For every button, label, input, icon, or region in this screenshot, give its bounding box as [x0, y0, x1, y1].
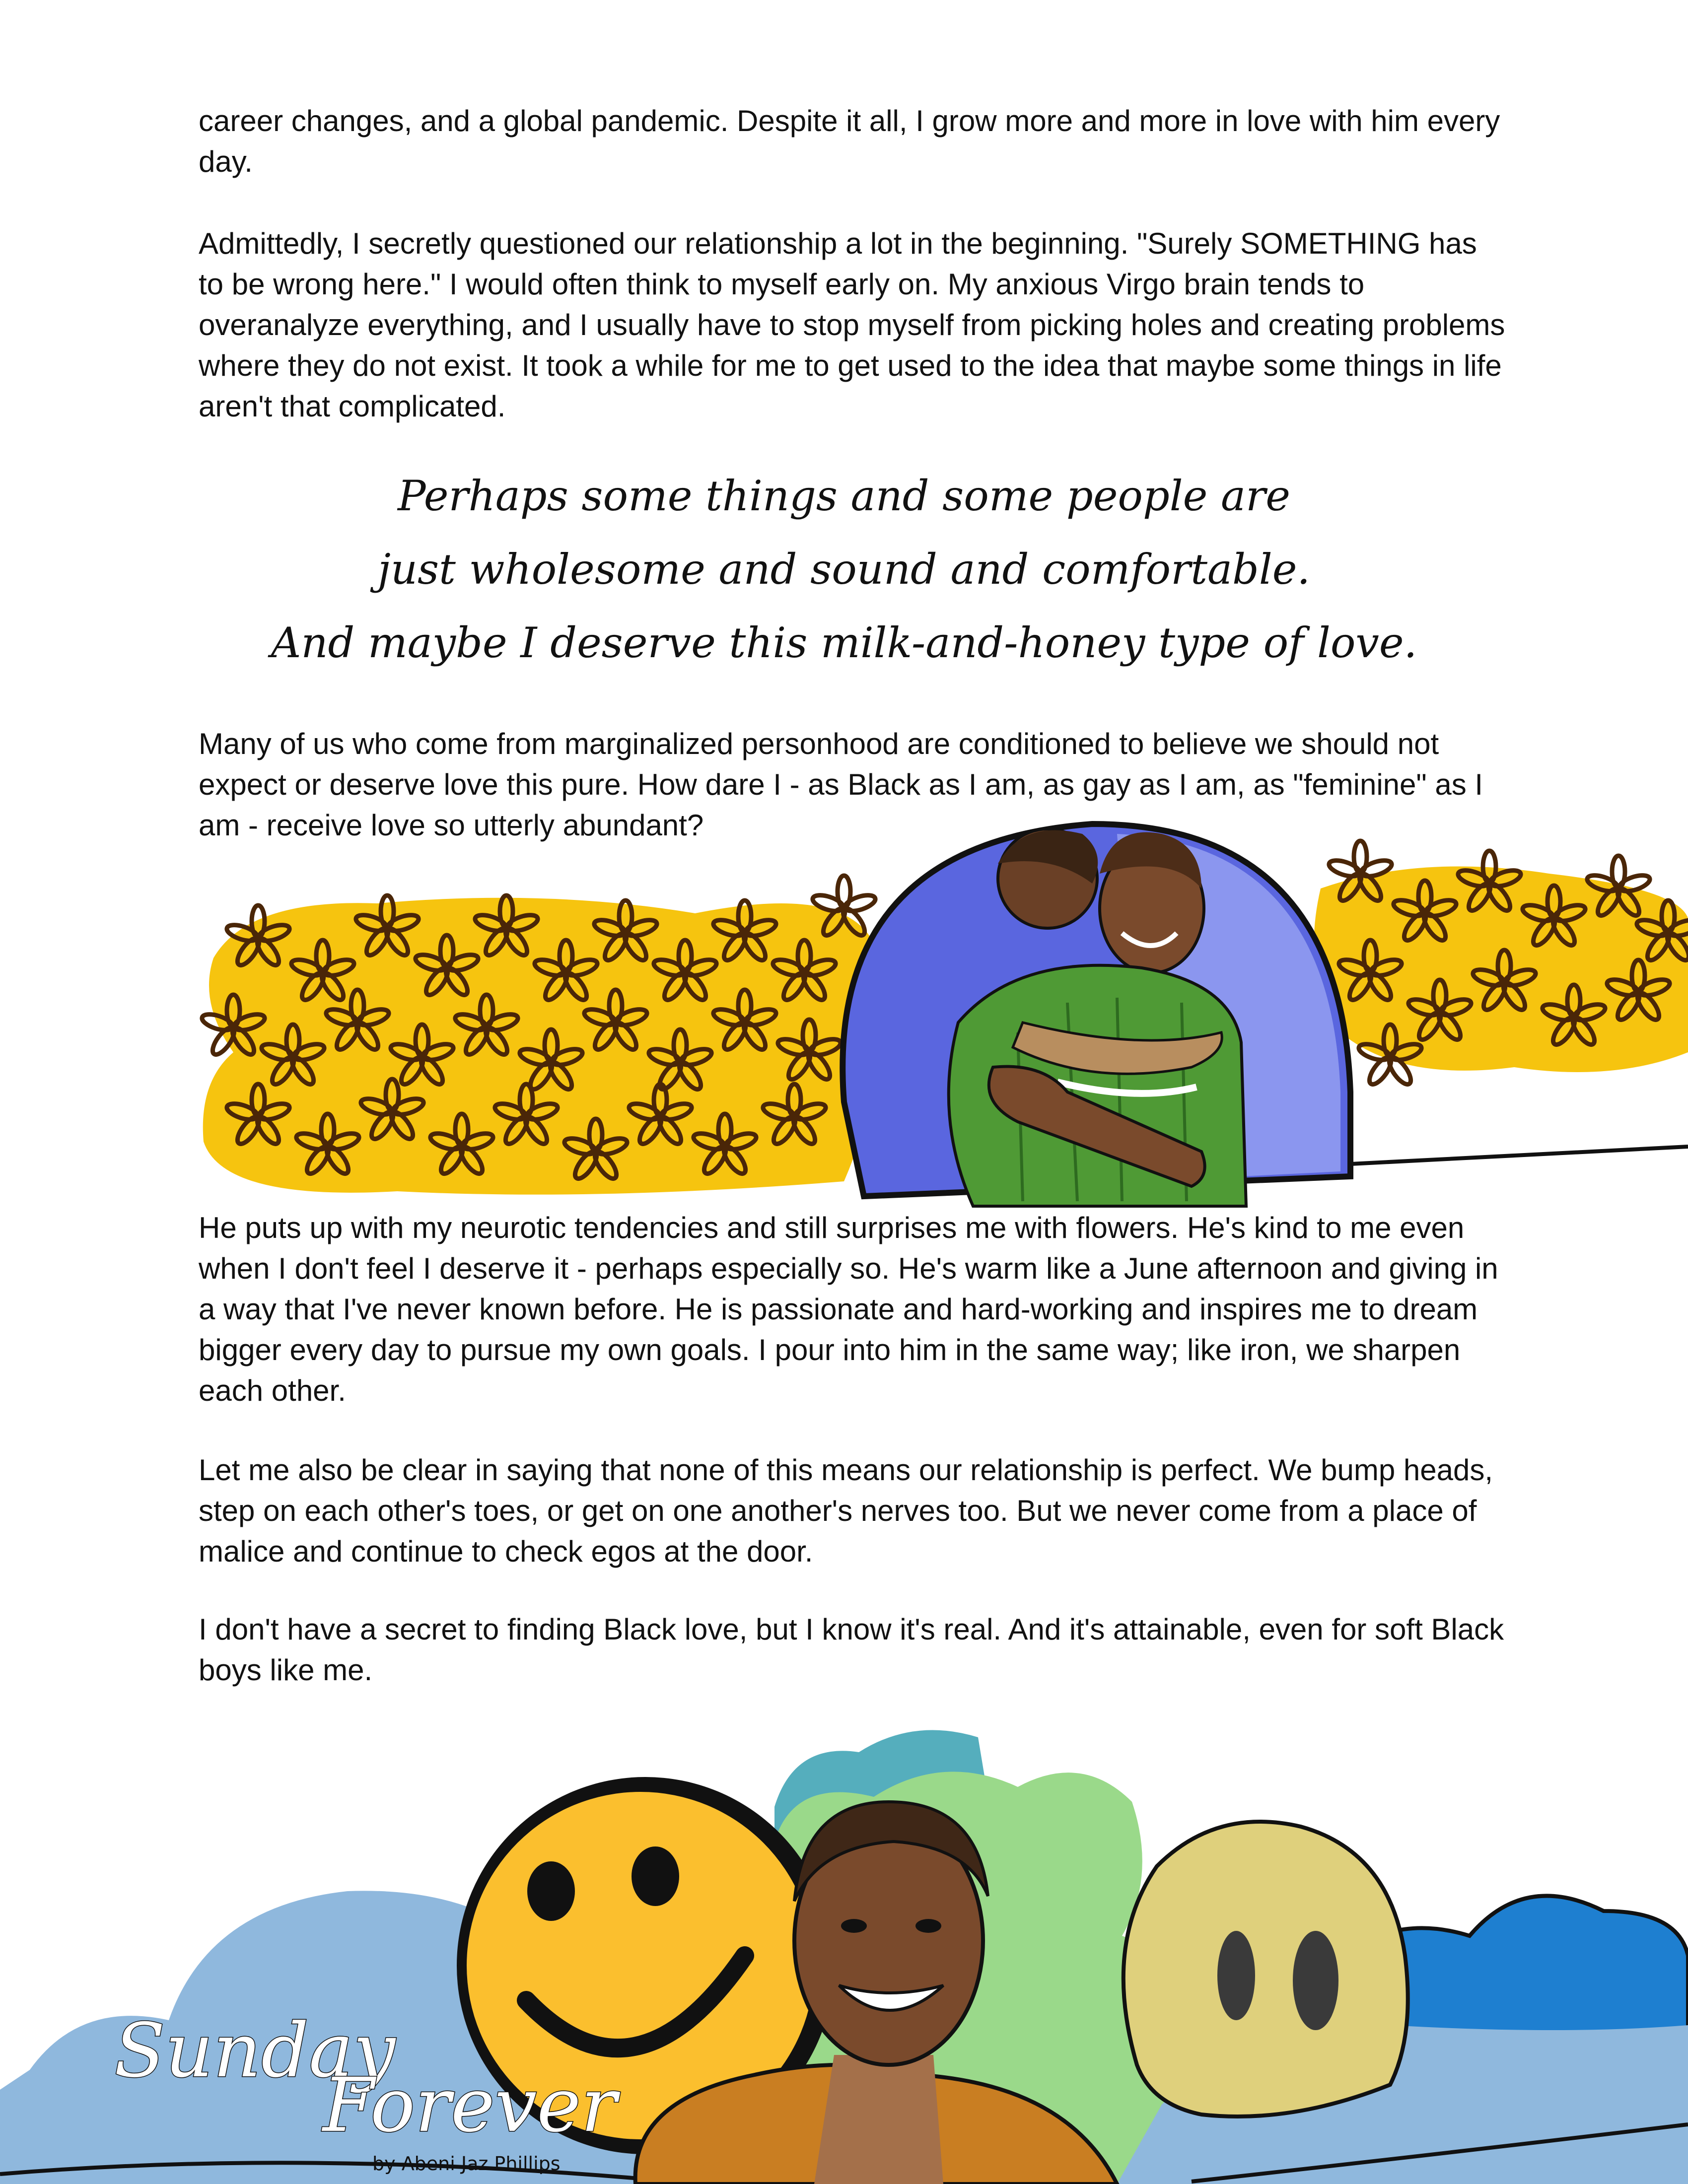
- paragraph-6: I don't have a secret to finding Black love, but I know it's real. And it's attainable, even for soft Black boys like me.: [199, 1613, 1504, 1687]
- paragraph-1: career changes, and a global pandemic. Despite it all, I grow more and more in love with him every day.: [199, 104, 1500, 178]
- signature-word-sunday: Sunday: [114, 2008, 396, 2094]
- paragraph-5: Let me also be clear in saying that none of this means our relationship is perfect. We bump heads, step on each other's toes, or get on one another's nerves too. But we never come from a place of malice and continue to check egos at the door.: [199, 1453, 1493, 1568]
- ghost-face: [1124, 1822, 1408, 2116]
- paragraph-4: He puts up with my neurotic tendencies and still surprises me with flowers. He's kind to me even when I don't feel I deserve it - perhaps especially so. He's warm like a June afternoon and giving in a way that I've never known before. He is passionate and hard-working and inspires me to dream bigger every day to pursue my own goals. I pour into him in the same way; like iron, we sharpen each other.: [199, 1211, 1498, 1407]
- pull-quote-line-2: just wholesome and sound and comfortable.: [377, 545, 1311, 594]
- pull-quote-line-1: Perhaps some things and some people are: [398, 472, 1290, 520]
- signature-logo: [114, 2008, 617, 2184]
- signature-byline: by Abeni Jaz Phillips: [372, 2153, 561, 2175]
- paragraph-3: Many of us who come from marginalized personhood are conditioned to believe we should not expect or deserve love this pure. How dare I - as Black as I am, as gay as I am, as "feminine" as I am - receive love so utterly abundant?: [199, 727, 1483, 842]
- pull-quote-line-3: And maybe I deserve this milk-and-honey type of love.: [271, 618, 1417, 667]
- paragraph-2: Admittedly, I secretly questioned our relationship a lot in the beginning. "Surely SOMETHING has to be wrong here." I would often think to myself early on. My anxious Virgo brain tends to overanalyze everything, and I usually have to stop myself from picking holes and creating problems where they do not exist. It took a while for me to get used to the idea that maybe some things in life aren't that complicated.: [199, 227, 1505, 423]
- signature-word-forever: Forever: [323, 2062, 617, 2149]
